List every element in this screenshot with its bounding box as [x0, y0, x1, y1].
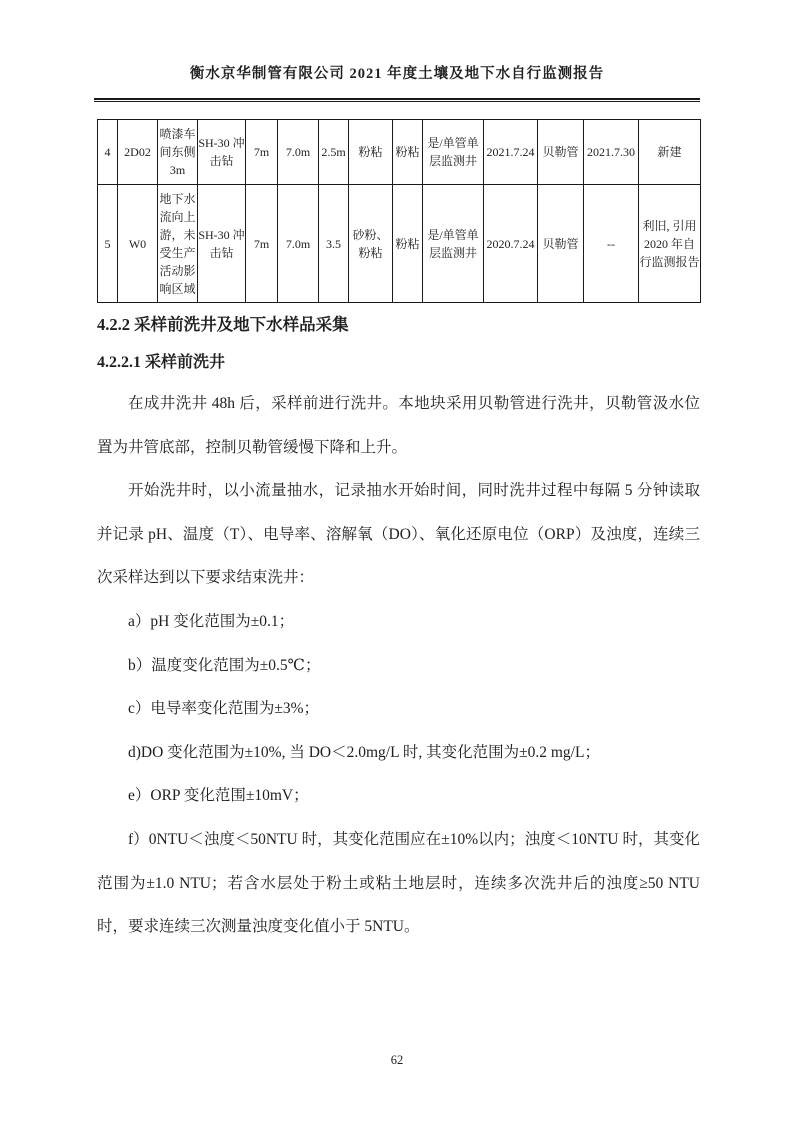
cell-soil-type-2: 粉粘: [393, 120, 423, 185]
cell-well-type: 是/单管单层监测井: [423, 185, 484, 303]
cell-well-id: W0: [118, 185, 158, 303]
cell-sample-date: 2021.7.30: [584, 120, 639, 185]
paragraph-purge-procedure: 开始洗井时，以小流量抽水，记录抽水开始时间，同时洗井过程中每隔 5 分钟读取并记录 pH、温度（T）、电导率、溶解氧（DO）、氧化还原电位（ORP）及浊度，连续三次采样达到以下要求结束洗井：: [97, 482, 700, 587]
cell-row-number: 4: [98, 120, 118, 185]
list-item-a-ph: a）pH 变化范围为±0.1；: [128, 612, 295, 630]
page-header-title: 衡水京华制管有限公司 2021 年度土壤及地下水自行监测报告: [189, 66, 605, 82]
cell-water-level: 2.5m: [319, 120, 349, 185]
cell-well-depth: 7.0m: [278, 185, 319, 303]
cell-build-date: 2021.7.24: [484, 120, 538, 185]
monitoring-well-table: [97, 119, 701, 303]
section-heading-4-2-2-1: 4.2.2.1 采样前洗井: [97, 354, 226, 371]
table-row: [98, 120, 701, 185]
cell-drill-type: SH-30 冲击钻: [198, 185, 246, 303]
list-item-f-turbidity: f）0NTU＜浊度＜50NTU 时，其变化范围应在±10%以内；浊度＜10NTU 时，其变化范围为±1.0 NTU；若含水层处于粉土或粘土地层时，连续多次洗井后的浊度≥50 NTU 时，要求连续三次测量浊度变化值小于 5NTU。: [97, 830, 700, 936]
cell-sample-date: --: [584, 185, 639, 303]
cell-soil-type-1: 砂粉、粉粘: [349, 185, 393, 303]
cell-well-depth: 7.0m: [278, 120, 319, 185]
cell-well-id: 2D02: [118, 120, 158, 185]
cell-build-date: 2020.7.24: [484, 185, 538, 303]
header-double-rule: [94, 98, 700, 102]
cell-row-number: 5: [98, 185, 118, 303]
list-item-b-temperature: b）温度变化范围为±0.5℃；: [128, 656, 321, 674]
cell-location: 地下水流向上游，未受生产活动影响区域: [158, 185, 198, 303]
page-number: 62: [390, 1053, 404, 1067]
section-heading-4-2-2: 4.2.2 采样前洗井及地下水样品采集: [97, 315, 349, 334]
list-item-c-conductivity: c）电导率变化范围为±3%；: [128, 700, 320, 718]
cell-soil-type-1: 粉粘: [349, 120, 393, 185]
cell-depth: 7m: [246, 120, 278, 185]
cell-depth: 7m: [246, 185, 278, 303]
list-item-e-orp: e）ORP 变化范围±10mV；: [128, 787, 309, 805]
list-item-d-do: d)DO 变化范围为±10%, 当 DO＜2.0mg/L 时, 其变化范围为±0.2 mg/L；: [128, 743, 600, 761]
cell-well-type: 是/单管单层监测井: [423, 120, 484, 185]
cell-sampler: 贝勒管: [538, 120, 584, 185]
body-text-block: [97, 382, 700, 949]
cell-soil-type-2: 粉粘: [393, 185, 423, 303]
cell-water-level: 3.5: [319, 185, 349, 303]
cell-remark: 利旧, 引用 2020 年自行监测报告: [639, 185, 701, 303]
cell-drill-type: SH-30 冲击钻: [198, 120, 246, 185]
cell-remark: 新建: [639, 120, 701, 185]
cell-sampler: 贝勒管: [538, 185, 584, 303]
table-row: [98, 185, 701, 303]
cell-location: 喷漆车间东侧3m: [158, 120, 198, 185]
paragraph-well-purge-intro: 在成井洗井 48h 后，采样前进行洗井。本地块采用贝勒管进行洗井，贝勒管汲水位置为井管底部，控制贝勒管缓慢下降和上升。: [97, 395, 700, 456]
